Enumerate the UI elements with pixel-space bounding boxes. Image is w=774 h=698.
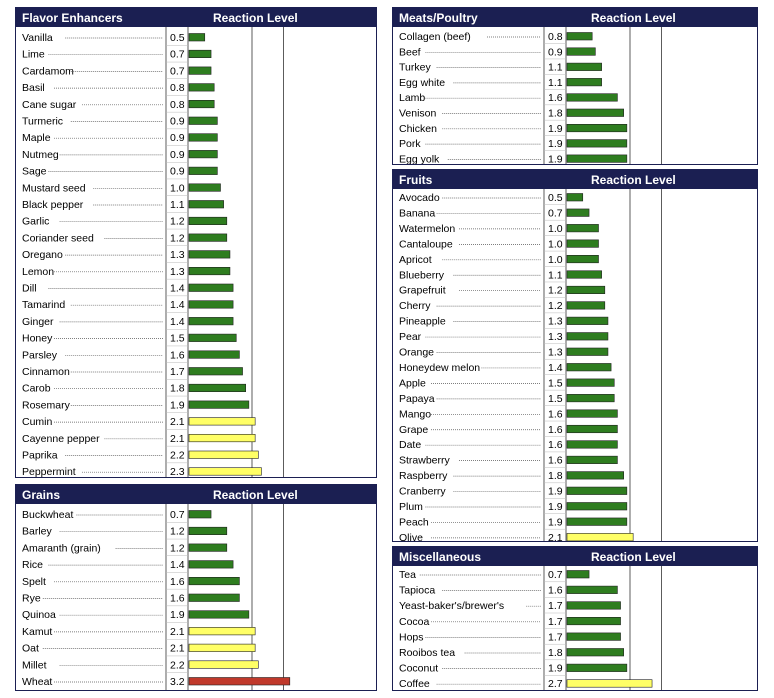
bar-honey xyxy=(189,334,236,342)
category-label-blueberry: Blueberry xyxy=(399,269,444,282)
value-label-vanilla: 0.5 xyxy=(170,32,185,44)
bar-rye xyxy=(189,594,239,602)
category-label-cardamom: Cardamom xyxy=(22,65,74,78)
bar-cane-sugar xyxy=(189,100,214,108)
category-label-lime: Lime xyxy=(22,48,45,61)
category-label-orange: Orange xyxy=(399,346,435,359)
chart-fruits xyxy=(393,189,757,541)
category-label-wheat: Wheat xyxy=(22,676,53,688)
value-label-tapioca: 1.6 xyxy=(548,584,563,597)
category-label-grape: Grape xyxy=(399,423,429,436)
category-label-olive: Olive xyxy=(399,531,423,541)
bar-nutmeg xyxy=(189,150,217,158)
value-label-kamut: 2.1 xyxy=(170,625,185,638)
category-label-cantaloupe: Cantaloupe xyxy=(399,238,453,251)
value-label-watermelon: 1.0 xyxy=(548,222,563,235)
bar-vanilla xyxy=(189,34,205,42)
panel-fruits xyxy=(392,169,758,542)
value-label-lime: 0.7 xyxy=(170,48,185,61)
bar-date xyxy=(567,441,617,449)
category-label-maple: Maple xyxy=(22,132,51,145)
bar-kamut xyxy=(189,627,255,635)
category-label-rye: Rye xyxy=(22,592,41,605)
value-label-rosemary: 1.9 xyxy=(170,399,185,412)
category-label-ginger: Ginger xyxy=(22,315,54,328)
value-label-egg-white: 1.1 xyxy=(548,76,563,89)
bar-coconut xyxy=(567,664,627,672)
value-label-collagen-beef: 0.8 xyxy=(548,31,563,43)
bar-maple xyxy=(189,134,217,142)
category-label-egg-white: Egg white xyxy=(399,76,446,89)
bar-chicken xyxy=(567,124,627,132)
bar-pear xyxy=(567,333,608,341)
bar-cherry xyxy=(567,302,605,310)
value-label-rice: 1.4 xyxy=(170,559,185,572)
panel-grains xyxy=(15,484,377,691)
category-label-rosemary: Rosemary xyxy=(22,399,70,412)
panel-miscellaneous xyxy=(392,546,758,691)
bar-hops xyxy=(567,633,621,641)
value-label-orange: 1.3 xyxy=(548,346,563,359)
value-label-oregano: 1.3 xyxy=(170,249,185,262)
value-label-raspberry: 1.8 xyxy=(548,470,563,483)
bar-apricot xyxy=(567,255,599,262)
value-label-plum: 1.9 xyxy=(548,501,563,513)
category-label-rooibos-tea: Rooibos tea xyxy=(399,647,456,659)
value-label-coriander-seed: 1.2 xyxy=(170,232,185,245)
category-label-beef: Beef xyxy=(399,46,421,59)
bar-cinnamon xyxy=(189,368,243,376)
bar-rosemary xyxy=(189,401,249,409)
bar-carob xyxy=(189,384,246,392)
category-label-cranberry: Cranberry xyxy=(399,485,446,498)
value-label-sage: 0.9 xyxy=(170,165,185,178)
category-label-apple: Apple xyxy=(399,377,426,390)
value-label-cantaloupe: 1.0 xyxy=(548,238,563,251)
panel-meats-poultry xyxy=(392,7,758,165)
category-label-vanilla: Vanilla xyxy=(22,32,53,44)
bar-orange xyxy=(567,348,608,356)
value-label-cinnamon: 1.7 xyxy=(170,366,185,378)
value-label-apple: 1.5 xyxy=(548,377,563,390)
bar-tamarind xyxy=(189,301,233,309)
bar-plum xyxy=(567,503,627,511)
value-label-ginger: 1.4 xyxy=(170,315,185,328)
bar-buckwheat xyxy=(189,511,211,519)
bar-cantaloupe xyxy=(567,240,599,248)
value-label-apricot: 1.0 xyxy=(548,253,563,266)
reaction-level-header: Reaction Level xyxy=(591,550,676,564)
category-label-tea: Tea xyxy=(399,569,416,581)
bar-egg-yolk xyxy=(567,155,627,163)
value-label-chicken: 1.9 xyxy=(548,122,563,135)
bar-cranberry xyxy=(567,487,627,495)
bar-lamb xyxy=(567,94,617,102)
value-label-hops: 1.7 xyxy=(548,631,563,644)
category-label-raspberry: Raspberry xyxy=(399,470,448,483)
value-label-cocoa: 1.7 xyxy=(548,615,563,628)
bar-parsley xyxy=(189,351,239,359)
category-label-nutmeg: Nutmeg xyxy=(22,148,59,161)
bar-peach xyxy=(567,518,627,526)
bar-tea xyxy=(567,571,589,579)
bar-turmeric xyxy=(189,117,217,125)
value-label-date: 1.6 xyxy=(548,439,563,452)
value-label-banana: 0.7 xyxy=(548,207,563,220)
category-label-spelt: Spelt xyxy=(22,575,46,588)
category-label-avocado: Avocado xyxy=(399,192,440,204)
value-label-maple: 0.9 xyxy=(170,132,185,145)
bar-honeydew-melon xyxy=(567,363,611,371)
value-label-nutmeg: 0.9 xyxy=(170,148,185,161)
value-label-basil: 0.8 xyxy=(170,82,185,95)
bar-cayenne-pepper xyxy=(189,434,255,442)
value-label-barley: 1.2 xyxy=(170,525,185,538)
category-label-pork: Pork xyxy=(399,138,421,151)
category-label-kamut: Kamut xyxy=(22,625,53,638)
value-label-cranberry: 1.9 xyxy=(548,485,563,498)
category-label-cayenne-pepper: Cayenne pepper xyxy=(22,432,100,445)
value-label-turmeric: 0.9 xyxy=(170,115,185,128)
category-label-basil: Basil xyxy=(22,82,45,95)
bar-barley xyxy=(189,527,227,535)
category-label-coriander-seed: Coriander seed xyxy=(22,232,94,245)
category-label-carob: Carob xyxy=(22,382,51,395)
value-label-rooibos-tea: 1.8 xyxy=(548,647,563,659)
value-label-garlic: 1.2 xyxy=(170,215,185,228)
value-label-lemon: 1.3 xyxy=(170,265,185,278)
bar-turkey xyxy=(567,63,602,71)
category-label-tapioca: Tapioca xyxy=(399,584,436,597)
panel-title: Meats/Poultry xyxy=(399,11,478,25)
category-label-cumin: Cumin xyxy=(22,416,53,429)
value-label-dill: 1.4 xyxy=(170,282,185,295)
bar-raspberry xyxy=(567,472,624,480)
bar-garlic xyxy=(189,217,227,225)
value-label-quinoa: 1.9 xyxy=(170,609,185,622)
chart-flavor-enhancers xyxy=(16,27,376,477)
bar-dill xyxy=(189,284,233,292)
category-label-coconut: Coconut xyxy=(399,662,439,675)
value-label-peppermint: 2.3 xyxy=(170,466,185,477)
value-label-mango: 1.6 xyxy=(548,408,563,421)
value-label-cherry: 1.2 xyxy=(548,300,563,313)
bar-lime xyxy=(189,50,211,58)
category-label-venison: Venison xyxy=(399,107,437,120)
value-label-carob: 1.8 xyxy=(170,382,185,395)
bar-lemon xyxy=(189,267,230,275)
value-label-amaranth-grain: 1.2 xyxy=(170,542,185,555)
category-label-cane-sugar: Cane sugar xyxy=(22,98,77,111)
bar-rice xyxy=(189,561,233,569)
category-label-lemon: Lemon xyxy=(22,265,55,278)
bar-tapioca xyxy=(567,586,617,594)
bar-quinoa xyxy=(189,611,249,619)
value-label-lamb: 1.6 xyxy=(548,92,563,105)
bar-coffee xyxy=(567,680,652,688)
category-label-yeast-baker-s-brewer-s: Yeast-baker's/brewer's xyxy=(399,600,505,613)
category-label-banana: Banana xyxy=(399,207,436,220)
category-label-date: Date xyxy=(399,439,422,452)
category-label-garlic: Garlic xyxy=(22,215,50,228)
category-label-plum: Plum xyxy=(399,501,423,513)
value-label-cayenne-pepper: 2.1 xyxy=(170,432,185,445)
bar-rooibos-tea xyxy=(567,649,624,657)
bar-grape xyxy=(567,425,617,433)
bar-mango xyxy=(567,410,617,418)
value-label-venison: 1.8 xyxy=(548,107,563,120)
bar-wheat xyxy=(189,678,290,686)
value-label-grapefruit: 1.2 xyxy=(548,284,563,297)
value-label-oat: 2.1 xyxy=(170,642,185,655)
value-label-coconut: 1.9 xyxy=(548,662,563,675)
bar-watermelon xyxy=(567,224,599,232)
value-label-cane-sugar: 0.8 xyxy=(170,98,185,111)
category-label-sage: Sage xyxy=(22,165,47,178)
category-label-cinnamon: Cinnamon xyxy=(22,366,70,378)
bar-strawberry xyxy=(567,456,617,464)
category-label-turmeric: Turmeric xyxy=(22,115,64,128)
panel-title: Grains xyxy=(22,488,61,502)
value-label-spelt: 1.6 xyxy=(170,575,185,588)
category-label-grapefruit: Grapefruit xyxy=(399,284,446,297)
category-label-peach: Peach xyxy=(399,516,429,529)
category-label-mustard-seed: Mustard seed xyxy=(22,182,86,195)
category-label-turkey: Turkey xyxy=(399,61,431,74)
value-label-wheat: 3.2 xyxy=(170,676,185,688)
bar-oat xyxy=(189,644,255,652)
category-label-honeydew-melon: Honeydew melon xyxy=(399,361,481,374)
category-label-millet: Millet xyxy=(22,659,47,672)
chart-miscellaneous xyxy=(393,566,757,690)
value-label-rye: 1.6 xyxy=(170,592,185,605)
value-label-yeast-baker-s-brewer-s: 1.7 xyxy=(548,600,563,613)
category-label-hops: Hops xyxy=(399,631,424,644)
value-label-honey: 1.5 xyxy=(170,332,185,345)
category-label-dill: Dill xyxy=(22,282,37,295)
panel-header xyxy=(393,170,757,189)
bar-ginger xyxy=(189,317,233,325)
value-label-black-pepper: 1.1 xyxy=(170,199,185,211)
category-label-oregano: Oregano xyxy=(22,249,63,262)
reaction-level-header: Reaction Level xyxy=(213,488,298,502)
bar-blueberry xyxy=(567,271,602,279)
category-label-pear: Pear xyxy=(399,331,422,344)
value-label-grape: 1.6 xyxy=(548,423,563,436)
bar-grapefruit xyxy=(567,286,605,294)
category-label-egg-yolk: Egg yolk xyxy=(399,153,440,164)
category-label-black-pepper: Black pepper xyxy=(22,199,84,211)
reaction-level-header: Reaction Level xyxy=(591,173,676,187)
category-label-peppermint: Peppermint xyxy=(22,466,76,477)
bar-coriander-seed xyxy=(189,234,227,242)
category-label-amaranth-grain: Amaranth (grain) xyxy=(22,542,101,555)
value-label-egg-yolk: 1.9 xyxy=(548,153,563,164)
category-label-cocoa: Cocoa xyxy=(399,615,430,628)
value-label-cumin: 2.1 xyxy=(170,416,185,429)
bar-cocoa xyxy=(567,617,621,625)
value-label-buckwheat: 0.7 xyxy=(170,509,185,521)
category-label-paprika: Paprika xyxy=(22,449,58,462)
bar-pork xyxy=(567,140,627,148)
panel-header xyxy=(393,8,757,27)
bar-paprika xyxy=(189,451,258,459)
panel-header xyxy=(393,547,757,566)
category-label-watermelon: Watermelon xyxy=(399,222,456,235)
reaction-level-header: Reaction Level xyxy=(213,11,298,25)
category-label-pineapple: Pineapple xyxy=(399,315,446,328)
bar-olive xyxy=(567,533,633,541)
value-label-honeydew-melon: 1.4 xyxy=(548,361,563,374)
category-label-buckwheat: Buckwheat xyxy=(22,509,74,521)
category-label-quinoa: Quinoa xyxy=(22,609,56,622)
bar-sage xyxy=(189,167,217,175)
category-label-rice: Rice xyxy=(22,559,44,572)
category-label-collagen-beef: Collagen (beef) xyxy=(399,31,471,43)
value-label-parsley: 1.6 xyxy=(170,349,185,362)
category-label-tamarind: Tamarind xyxy=(22,299,66,312)
bar-venison xyxy=(567,109,624,117)
value-label-pork: 1.9 xyxy=(548,138,563,151)
value-label-turkey: 1.1 xyxy=(548,61,563,74)
bar-millet xyxy=(189,661,258,669)
category-label-mango: Mango xyxy=(399,408,432,421)
panel-header xyxy=(16,485,376,504)
category-label-parsley: Parsley xyxy=(22,349,58,362)
bar-papaya xyxy=(567,394,614,402)
value-label-avocado: 0.5 xyxy=(548,192,563,204)
bar-oregano xyxy=(189,251,230,259)
value-label-beef: 0.9 xyxy=(548,46,563,59)
panel-title: Flavor Enhancers xyxy=(22,11,123,25)
bar-cumin xyxy=(189,418,255,426)
value-label-cardamom: 0.7 xyxy=(170,65,185,78)
value-label-tamarind: 1.4 xyxy=(170,299,185,312)
value-label-pineapple: 1.3 xyxy=(548,315,563,328)
bar-collagen-beef xyxy=(567,33,592,41)
bar-mustard-seed xyxy=(189,184,221,192)
bar-apple xyxy=(567,379,614,387)
value-label-blueberry: 1.1 xyxy=(548,269,563,282)
value-label-peach: 1.9 xyxy=(548,516,563,529)
bar-pineapple xyxy=(567,317,608,325)
bar-cardamom xyxy=(189,67,211,75)
panel-title: Miscellaneous xyxy=(399,550,482,564)
panel-flavor-enhancers xyxy=(15,7,377,478)
panel-header xyxy=(16,8,376,27)
bar-egg-white xyxy=(567,78,602,86)
reaction-level-header: Reaction Level xyxy=(591,11,676,25)
category-label-apricot: Apricot xyxy=(399,253,432,266)
value-label-olive: 2.1 xyxy=(548,531,563,541)
bar-avocado xyxy=(567,194,583,202)
category-label-barley: Barley xyxy=(22,525,52,538)
chart-grains xyxy=(16,504,376,690)
category-label-lamb: Lamb xyxy=(399,92,426,105)
bar-amaranth-grain xyxy=(189,544,227,552)
value-label-paprika: 2.2 xyxy=(170,449,185,462)
bar-yeast-baker-s-brewer-s xyxy=(567,602,621,610)
value-label-mustard-seed: 1.0 xyxy=(170,182,185,195)
bar-black-pepper xyxy=(189,201,224,209)
value-label-papaya: 1.5 xyxy=(548,392,563,405)
bar-basil xyxy=(189,84,214,92)
category-label-coffee: Coffee xyxy=(399,678,430,690)
category-label-oat: Oat xyxy=(22,642,39,655)
bar-peppermint xyxy=(189,468,261,476)
category-label-honey: Honey xyxy=(22,332,53,345)
value-label-coffee: 2.7 xyxy=(548,678,563,690)
category-label-strawberry: Strawberry xyxy=(399,454,450,467)
category-label-cherry: Cherry xyxy=(399,300,431,313)
category-label-papaya: Papaya xyxy=(399,392,435,405)
bar-beef xyxy=(567,48,595,56)
bar-banana xyxy=(567,209,589,217)
value-label-millet: 2.2 xyxy=(170,659,185,672)
category-label-chicken: Chicken xyxy=(399,122,437,135)
value-label-strawberry: 1.6 xyxy=(548,454,563,467)
value-label-pear: 1.3 xyxy=(548,331,563,344)
bar-spelt xyxy=(189,577,239,585)
panel-title: Fruits xyxy=(399,173,433,187)
value-label-tea: 0.7 xyxy=(548,569,563,581)
chart-meats-poultry xyxy=(393,27,757,164)
